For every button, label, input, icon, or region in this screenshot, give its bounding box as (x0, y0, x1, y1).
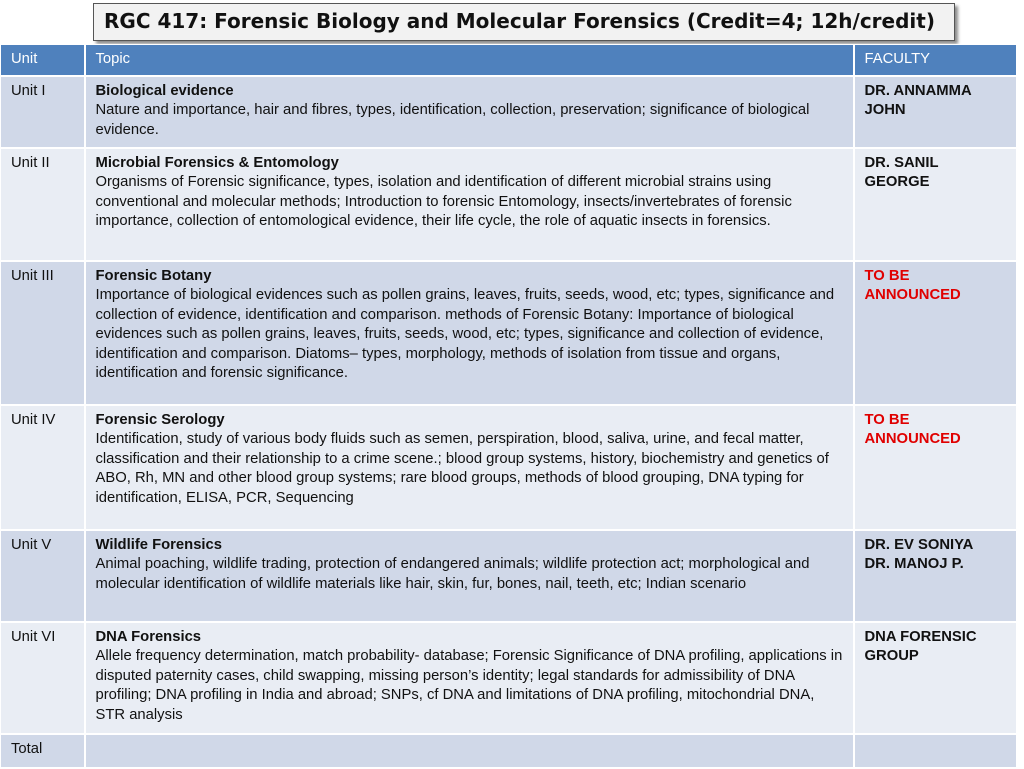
topic-cell (85, 530, 854, 622)
header-topic: Topic (85, 45, 854, 77)
topic-cell (85, 261, 854, 405)
topic-cell (85, 622, 854, 734)
topic-title: Microbial Forensics & Entomology (95, 155, 339, 171)
unit-cell: Unit I (1, 76, 85, 148)
table-row (1, 622, 1017, 734)
faculty-line: TO BE (864, 412, 910, 428)
table-row (1, 530, 1017, 622)
topic-title: Biological evidence (95, 83, 234, 99)
topic-description: Animal poaching, wildlife trading, protection of endangered animals; wildlife protection act; morphological and molecular identification of wildlife materials like hair, skin, fur, bones, nail, teeth, etc; Indian scenario (95, 556, 810, 592)
topic-title: Forensic Serology (95, 412, 225, 428)
unit-cell: Unit II (1, 148, 85, 261)
topic-title: Forensic Botany (95, 268, 212, 284)
unit-cell: Unit IV (1, 405, 85, 530)
faculty-cell (854, 76, 1017, 148)
table-header-row (1, 45, 1017, 77)
faculty-cell (854, 148, 1017, 261)
faculty-line: DR. ANNAMMA (864, 83, 972, 99)
faculty-line: JOHN (864, 102, 906, 119)
topic-description: Importance of biological evidences such as pollen grains, leaves, fruits, seeds, wood, etc; types, significance and collection of evidence, identification and comparison. methods of Forensic Botany: Importance of biological evidences such as pollen grains, leaves, fruits, seeds, wood, etc; types, significance and collection of evidence, identification and comparison. Diatoms– types, morphology, methods of isolation from tissue and organs, identification and forensic significance. (95, 287, 835, 382)
topic-description: Nature and importance, hair and fibres, types, identification, collection, preservation; significance of biological evidence. (95, 102, 810, 138)
header-faculty: FACULTY (854, 45, 1017, 77)
table-row (1, 261, 1017, 405)
table-row (1, 405, 1017, 530)
faculty-line: DNA FORENSIC (864, 629, 977, 645)
unit-cell: Unit V (1, 530, 85, 622)
table-row (1, 76, 1017, 148)
faculty-cell (854, 405, 1017, 530)
faculty-line: ANNOUNCED (864, 287, 961, 304)
syllabus-table (0, 44, 1018, 769)
topic-cell (85, 405, 854, 530)
faculty-line: DR. EV SONIYA (864, 537, 974, 553)
faculty-cell (854, 622, 1017, 734)
faculty-line: DR. MANOJ P. (864, 556, 964, 573)
topic-cell (85, 734, 854, 768)
topic-cell (85, 148, 854, 261)
faculty-cell (854, 530, 1017, 622)
faculty-line: TO BE (864, 268, 910, 284)
topic-description: Identification, study of various body fluids such as semen, perspiration, blood, saliva, urine, and fecal matter, classification and their relationship to a crime scene.; blood group systems, history, biochemistry and genetics of ABO, Rh, MN and other blood group systems; rare blood groups, methods of blood grouping, DNA typing for identification, ELISA, PCR, Sequencing (95, 431, 829, 506)
unit-cell: Total (1, 734, 85, 768)
topic-description: Allele frequency determination, match probability- database; Forensic Significance of DNA profiling, applications in disputed paternity cases, child swapping, missing person’s identity; legal standards for admissibility of DNA profiling; DNA profiling in India and abroad; SNPs, cf DNA and limitations of DNA profiling, mitochondrial DNA, STR analysis (95, 648, 843, 723)
topic-title: DNA Forensics (95, 629, 202, 645)
table-row (1, 148, 1017, 261)
faculty-cell (854, 734, 1017, 768)
faculty-line: GEORGE (864, 174, 930, 191)
faculty-line: DR. SANIL (864, 155, 939, 171)
topic-description: Organisms of Forensic significance, types, isolation and identification of different microbial strains using conventional and molecular methods; Introduction to forensic Entomology, insects/invertebrates of forensic importance, collection of entomological evidence, their life cycle, the role of aquatic insects in forensics. (95, 174, 792, 230)
page-title: RGC 417: Forensic Biology and Molecular Forensics (Credit=4; 12h/credit) (93, 3, 955, 41)
topic-cell (85, 76, 854, 148)
faculty-line: ANNOUNCED (864, 431, 961, 448)
topic-title: Wildlife Forensics (95, 537, 222, 553)
faculty-cell (854, 261, 1017, 405)
unit-cell: Unit III (1, 261, 85, 405)
faculty-line: GROUP (864, 648, 919, 665)
unit-cell: Unit VI (1, 622, 85, 734)
table-row (1, 734, 1017, 768)
header-unit: Unit (1, 45, 85, 77)
